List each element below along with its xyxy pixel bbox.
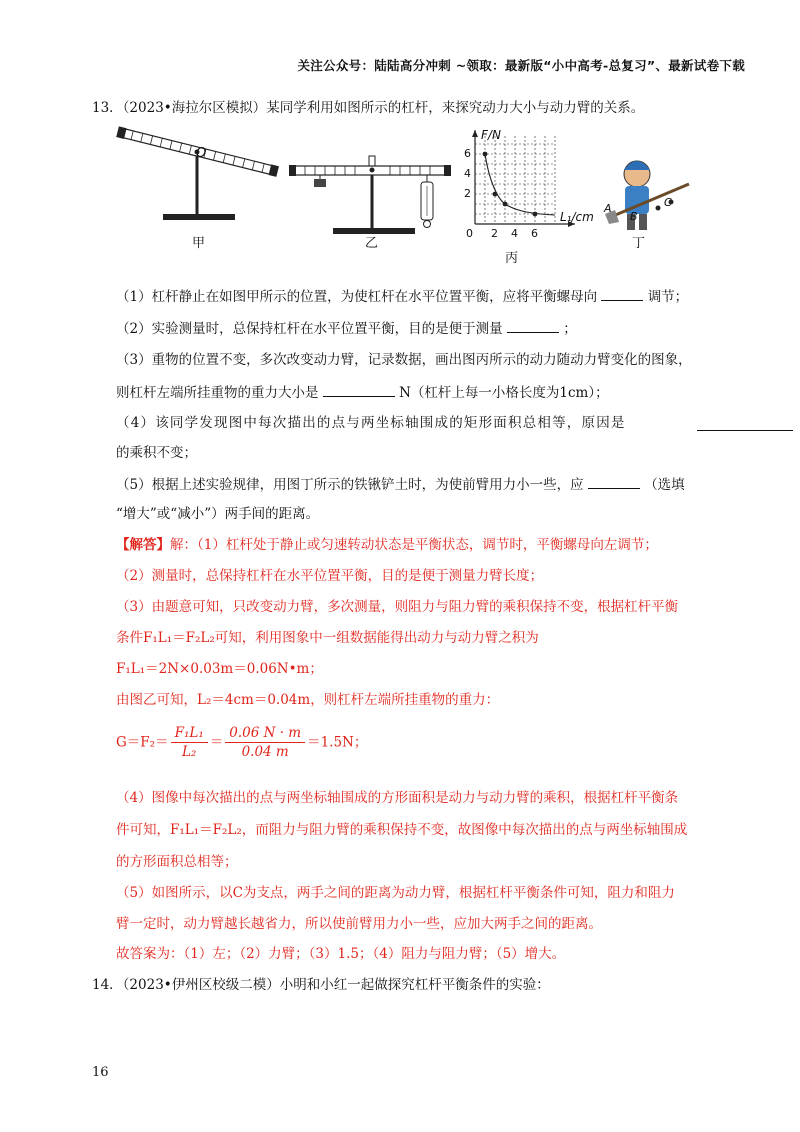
q13-part3-tail: N（杠杆上每一小格长度为1cm）； [399,385,609,401]
graph-xtick-4: 4 [511,227,518,240]
graph-xtick-2: 2 [491,227,498,240]
graph-ylabel: F/N [481,128,501,142]
q13-part3-blank[interactable] [323,382,395,397]
answer-s5b: 臂一定时，动力臂越长越省力，所以使前臂用力小一些，应加大两手之间的距离。 [116,916,602,932]
graph-ytick-2: 2 [464,187,471,200]
figure-jia-label: 甲 [192,236,206,251]
answer-line-1 [116,535,658,555]
q13-part5-line2: “增大”或“减小”）两手间的距离。 [116,506,320,522]
graph-xtick-0: 0 [466,227,473,240]
q13-part1-text: （1）杠杆静止在如图甲所示的位置，为使杠杆在水平位置平衡，应将平衡螺母向 [116,289,598,305]
q13-part4-line1 [116,413,626,433]
answer-s5a: （5）如图所示，以C为支点，两手之间的距离为动力臂，根据杠杆平衡条件可知，阻力和阻力 [116,885,675,901]
q13-part2-text: （2）实验测量时，总保持杠杆在水平位置平衡，目的是便于测量 [116,321,503,337]
answer-tag: 【解答】 [116,537,170,553]
q13-part3-line2 [116,382,609,403]
page-number: 16 [92,1065,109,1080]
ding-point-c: C [664,196,672,209]
graph-xtick-6: 6 [531,227,538,240]
page-header: 关注公众号：陆陆高分冲刺 ~领取：最新版“小中高考-总复习”、最新试卷下载 [297,58,745,73]
figure-jia-lever [116,126,279,220]
q13-part5-line1 [116,474,685,495]
answer-s4c: 的方形面积总相等； [116,854,238,870]
q13-part1-tail: 调节； [647,289,689,305]
eq-frac1-den: L₂ [181,744,197,760]
graph-ytick-4: 4 [464,167,471,180]
ding-point-b: B [630,210,638,223]
q13-part2-blank[interactable] [507,318,559,333]
answer-s3c: F₁L₁＝2N×0.03m＝0.06N•m； [116,661,323,677]
q13-part3-text: 则杠杆左端所挂重物的重力大小是 [116,385,319,401]
answer-s4a: （4）图像中每次描出的点与两坐标轴围成的方形面积是动力与动力臂的乘积，根据杠杆平衡条 [116,790,679,806]
answer-s2: （2）测量时，总保持杠杆在水平位置平衡，目的是便于测量力臂长度； [116,568,544,584]
q13-part5-tail: （选填 [644,477,685,493]
q13-part5-text: （5）根据上述实验规律，用图丁所示的铁锹铲土时，为使前臂用力小一些，应 [116,477,584,493]
graph-xlabel: L₁/cm [560,210,594,224]
figure-ding-shovel [605,161,689,230]
q13-stem: 13．（2023•海拉尔区模拟）某同学利用如图所示的杠杆，来探究动力大小与动力臂的关系。 [92,100,645,116]
eq-left: G＝F₂＝ [116,734,169,751]
q13-part4-text: （4）该同学发现图中每次描出的点与两坐标轴围成的矩形面积总相等，原因是 [116,415,626,431]
q13-part1-blank[interactable] [601,286,643,301]
answer-s4b: 件可知，F₁L₁＝F₂L₂，而阻力与阻力臂的乘积保持不变，故图像中每次描出的点与两坐标轴围成 [116,822,688,838]
graph-ytick-6: 6 [464,147,471,160]
q13-part4-blank[interactable] [697,416,793,431]
pivot-o-label: O [196,146,207,161]
answer-s3a: （3）由题意可知，只改变动力臂，多次测量，则阻力与阻力臂的乘积保持不变，根据杠杆平衡 [116,599,679,615]
answer-s1: 解：（1）杠杆处于静止或匀速转动状态是平衡状态，调节时，平衡螺母向左调节； [170,537,658,553]
q13-part2 [116,318,577,339]
eq-frac2-num: 0.06 N · m [225,724,305,743]
q13-part5-blank[interactable] [588,474,640,489]
figure-yi-label: 乙 [365,236,379,251]
q13-part3-line1: （3）重物的位置不变，多次改变动力臂，记录数据，画出图丙所示的动力随动力臂变化的图象， [116,352,692,368]
eq-frac2-den: 0.04 m [241,744,289,760]
q13-part4-line2: 的乘积不变； [116,445,197,461]
answer-equation: G＝F₂＝ $\frac{\text{F₁L₁}}{\text{L₂}}$ ＝ $\frac{0.06 N \cdot m}{0.04 m}$ ＝1.5N； [116,725,368,760]
q13-part2-tail: ； [563,321,577,337]
answer-s3d: 由图乙可知，L₂＝4cm＝0.04m，则杠杆左端所挂重物的重力： [116,692,500,708]
q13-part1 [116,286,688,307]
ding-point-a: A [604,202,612,215]
figure-yi-lever [289,156,451,234]
q14-stem: 14．（2023•伊州区校级二模）小明和小红一起做探究杠杆平衡条件的实验： [92,977,550,993]
eq-right: ＝1.5N； [307,734,368,751]
answer-final: 故答案为：（1）左；（2）力臂；（3）1.5；（4）阻力与阻力臂；（5）增大。 [116,946,566,962]
figure-bing-label: 丙 [505,251,519,266]
answer-s3b: 条件F₁L₁＝F₂L₂可知，利用图象中一组数据能得出动力与动力臂之积为 [116,630,539,646]
eq-frac1-num: F₁L₁ [171,724,208,743]
figure-ding-label: 丁 [632,236,646,251]
